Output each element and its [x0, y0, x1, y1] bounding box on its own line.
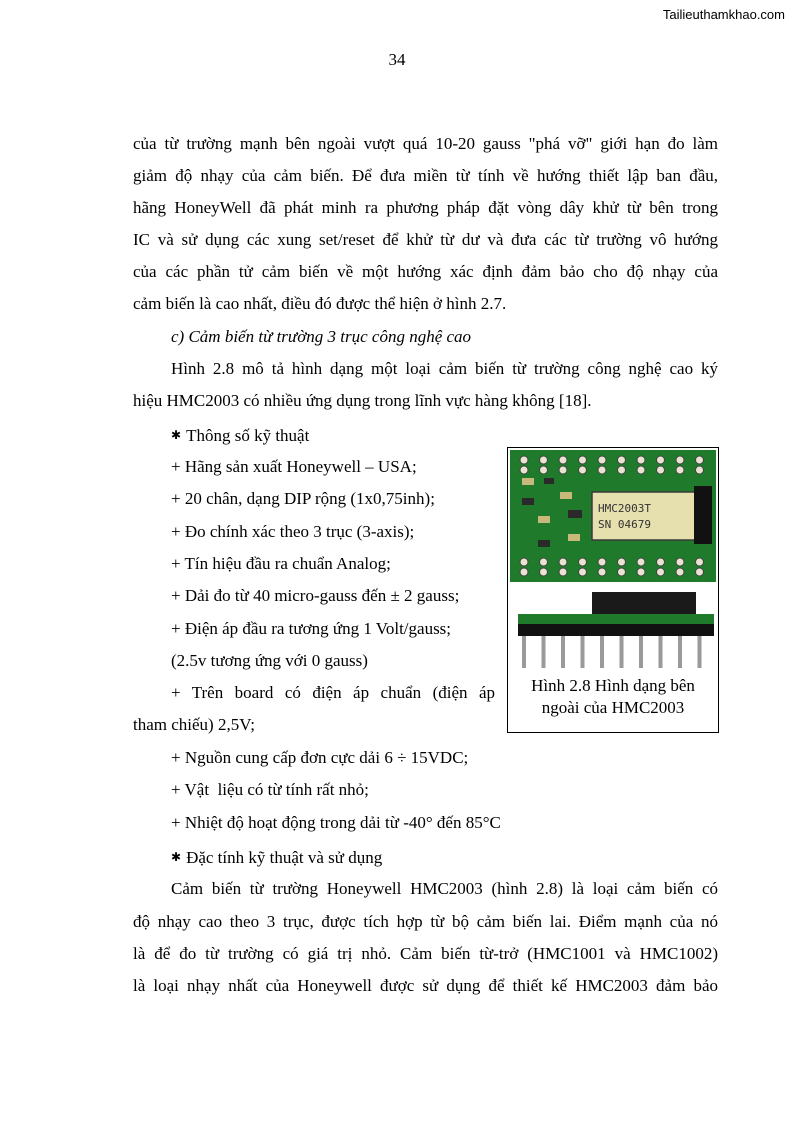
pin-hole [520, 466, 528, 474]
pin-hole [520, 568, 528, 576]
spec-item: + Hãng sản xuất Honeywell – USA; [171, 457, 417, 476]
pin-hole [676, 456, 684, 464]
pin-leg [698, 636, 702, 668]
pin-hole [598, 558, 606, 566]
chip-label: SN 04679 [598, 518, 651, 531]
smd-component [568, 510, 582, 518]
pin-leg [561, 636, 565, 668]
pin-hole [696, 456, 704, 464]
spec-item: + Vật liệu có từ tính rất nhỏ; [171, 780, 369, 799]
spec-item: tham chiếu) 2,5V; [133, 715, 255, 734]
pin-hole [657, 466, 665, 474]
smd-component [522, 498, 534, 505]
asterisk-bullet-icon: ✱ [171, 428, 182, 442]
pin-leg [542, 636, 546, 668]
chip-clip [694, 486, 712, 544]
pin-hole [598, 568, 606, 576]
pin-hole [657, 456, 665, 464]
pin-hole [540, 568, 548, 576]
paragraph-line: Cảm biến từ trường Honeywell HMC2003 (hình 2.8) là loại cảm biến có [171, 879, 718, 898]
pin-hole [676, 466, 684, 474]
smd-component [544, 478, 554, 484]
pin-leg [522, 636, 526, 668]
pin-hole [579, 466, 587, 474]
pin-hole [696, 466, 704, 474]
specs-heading [171, 424, 309, 446]
pin-leg [659, 636, 663, 668]
pin-hole [579, 568, 587, 576]
hmc2003-chip [592, 492, 696, 540]
pin-header [518, 624, 714, 636]
spec-item: + Dải đo từ 40 micro-gauss đến ± 2 gauss; [171, 586, 460, 605]
pin-leg [639, 636, 643, 668]
hmc2003-photo [508, 448, 718, 674]
smd-component [538, 540, 550, 547]
figure-caption [508, 675, 718, 719]
paragraph-line: hiệu HMC2003 có nhiều ứng dụng trong lĩnh vực hàng không [18]. [133, 391, 592, 410]
pin-leg [581, 636, 585, 668]
paragraph-line: IC và sử dụng các xung set/reset để khử từ dư và đưa các từ trường vô hướng [133, 230, 718, 249]
pin-leg [620, 636, 624, 668]
spec-item: (2.5v tương ứng với 0 gauss) [171, 651, 368, 670]
pin-hole [637, 466, 645, 474]
pin-hole [598, 466, 606, 474]
paragraph-line: giảm độ nhạy của cảm biến. Để đưa miền từ tính về hướng thiết lập ban đầu, [133, 166, 718, 185]
smd-component [560, 492, 572, 499]
pin-hole [676, 568, 684, 576]
pin-hole [618, 568, 626, 576]
pin-hole [559, 568, 567, 576]
paragraph-line: độ nhạy cao theo 3 trục, được tích hợp từ bộ cảm biến lai. Điểm mạnh của nó [133, 912, 718, 931]
pin-hole [559, 558, 567, 566]
page-number: 34 [388, 50, 406, 69]
paragraph-line: hãng HoneyWell đã phát minh ra phương pháp đặt vòng dây khử từ bên trong [133, 198, 718, 217]
chip-label: HMC2003T [598, 502, 651, 515]
usage-heading [171, 846, 382, 868]
pin-leg [678, 636, 682, 668]
pin-hole [618, 558, 626, 566]
spec-item: + Trên board có điện áp chuẩn (điện áp [171, 683, 495, 702]
paragraph-line: của các phần tử cảm biến về một hướng xác định đảm bảo cho độ nhạy của [133, 262, 718, 281]
specs-title: Thông số kỹ thuật [186, 426, 310, 445]
smd-component [522, 478, 534, 485]
asterisk-bullet-icon: ✱ [171, 850, 182, 864]
paragraph-line: của từ trường mạnh bên ngoài vượt quá 10-20 gauss "phá vỡ" giới hạn đo làm [133, 134, 718, 153]
spec-item: + Đo chính xác theo 3 trục (3-axis); [171, 522, 415, 541]
pin-hole [618, 466, 626, 474]
pin-hole [559, 456, 567, 464]
usage-title: Đặc tính kỹ thuật và sử dụng [186, 848, 383, 867]
pin-hole [637, 558, 645, 566]
pin-hole [540, 558, 548, 566]
pin-hole [579, 558, 587, 566]
pin-hole [520, 558, 528, 566]
caption-line: Hình 2.8 Hình dạng bên [531, 676, 695, 695]
pin-hole [637, 568, 645, 576]
paragraph-line: là loại nhạy nhất của Honeywell được sử dụng để thiết kế HMC2003 đảm bảo [133, 976, 718, 995]
spec-item: + Nhiệt độ hoạt động trong dải từ -40° đến 85°C [171, 813, 501, 832]
pin-hole [696, 568, 704, 576]
pin-hole [676, 558, 684, 566]
chip-side [592, 592, 696, 614]
pin-hole [540, 466, 548, 474]
paragraph-line: cảm biến là cao nhất, điều đó được thể hiện ở hình 2.7. [133, 294, 507, 313]
pin-hole [540, 456, 548, 464]
paragraph-line: là để đo từ trường có giá trị nhỏ. Cảm biến từ-trở (HMC1001 và HMC1002) [133, 944, 718, 963]
pin-hole [618, 456, 626, 464]
smd-component [568, 534, 580, 541]
pin-hole [559, 466, 567, 474]
pin-hole [579, 456, 587, 464]
pin-hole [637, 456, 645, 464]
board-side [518, 614, 714, 624]
section-heading: c) Cảm biến từ trường 3 trục công nghệ cao [171, 327, 472, 346]
pin-hole [696, 558, 704, 566]
spec-item: + Tín hiệu đầu ra chuẩn Analog; [171, 554, 391, 573]
caption-line: ngoài của HMC2003 [541, 698, 685, 717]
spec-item: + 20 chân, dạng DIP rộng (1x0,75inh); [171, 489, 435, 508]
paragraph-line: Hình 2.8 mô tả hình dạng một loại cảm biến từ trường công nghệ cao ký [171, 359, 718, 378]
figure-hmc2003 [507, 447, 719, 733]
watermark: Tailieuthamkhao.com [662, 7, 785, 22]
spec-item: + Nguồn cung cấp đơn cực dải 6 ÷ 15VDC; [171, 748, 469, 767]
pin-hole [657, 568, 665, 576]
pin-hole [520, 456, 528, 464]
pin-hole [657, 558, 665, 566]
spec-item: + Điện áp đầu ra tương ứng 1 Volt/gauss; [171, 619, 452, 638]
pin-leg [600, 636, 604, 668]
pin-hole [598, 456, 606, 464]
smd-component [538, 516, 550, 523]
